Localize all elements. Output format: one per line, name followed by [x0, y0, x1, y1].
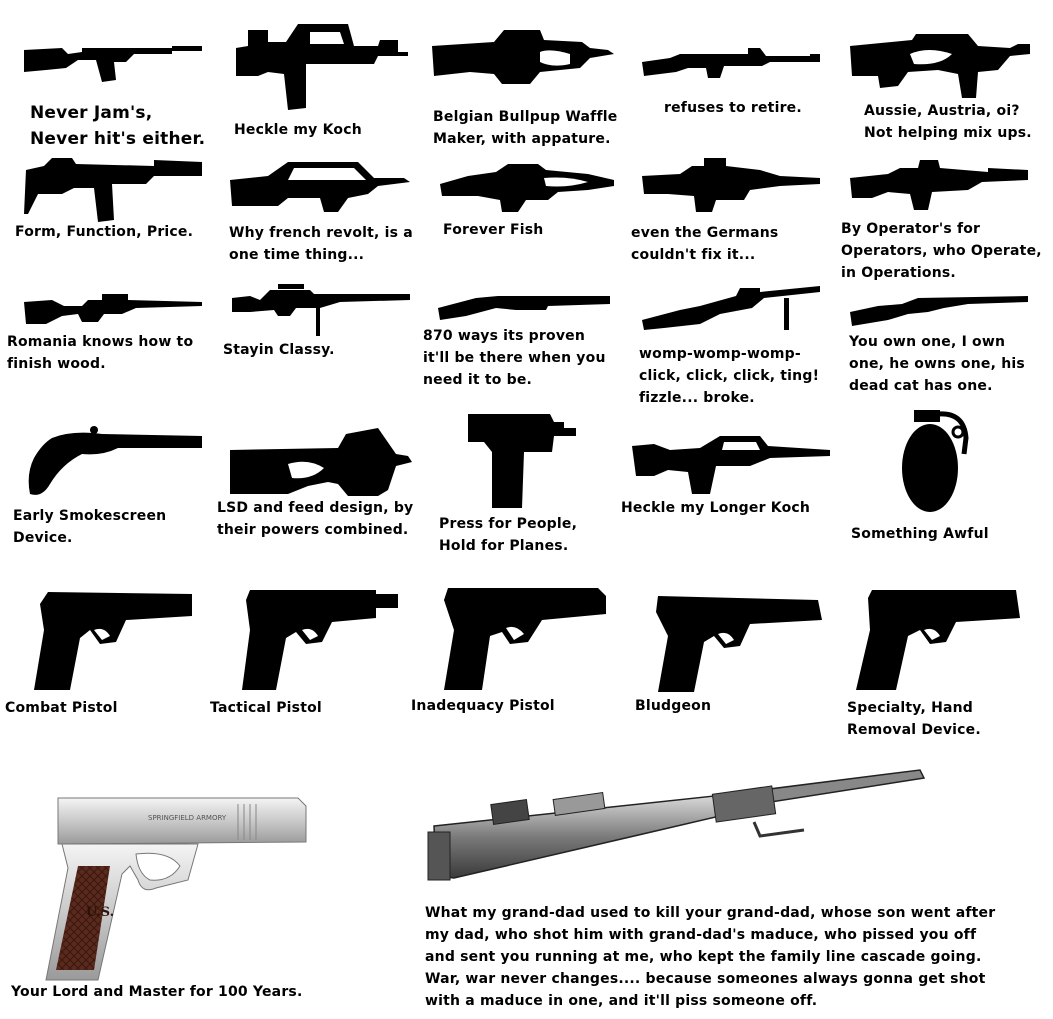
flintlock-silhouette [22, 424, 204, 500]
caption-aug: Aussie, Austria, oi? Not helping mix ups. [864, 103, 1032, 141]
deagle-silhouette [650, 590, 826, 698]
caption-famas: Why french revolt, is a one time thing... [229, 225, 413, 263]
usp-silhouette [236, 586, 402, 696]
caption-uzi: Press for People, Hold for Planes. [439, 516, 578, 554]
caption-ak: Never Jam's, Never hit's either. [30, 103, 206, 149]
caption-rem870: 870 ways its proven it'll be there when you need it to be. [423, 328, 606, 388]
grenade-silhouette [898, 408, 974, 518]
caption-grenade: Something Awful [851, 526, 989, 542]
caption-glock: Specialty, Hand Removal Device. [847, 700, 981, 738]
aug-silhouette [848, 26, 1032, 102]
caption-beretta: Combat Pistol [5, 700, 118, 716]
m1911-photo [38, 784, 310, 984]
ak47-silhouette [22, 40, 204, 84]
caption-barrett: Stayin Classy. [223, 342, 335, 358]
caption-m1911: Your Lord and Master for 100 Years. [11, 984, 303, 1000]
caption-mp5: Form, Function, Price. [15, 224, 194, 240]
caption-g36long: Heckle my Longer Koch [621, 500, 811, 516]
psl-silhouette [22, 292, 204, 326]
g36-silhouette [228, 18, 412, 114]
caption-deagle: Bludgeon [635, 698, 712, 714]
m16-silhouette [640, 44, 822, 82]
slide-engraving: SPRINGFIELD ARMORY [148, 814, 227, 822]
scar-silhouette [848, 158, 1030, 214]
caption-tar21: Forever Fish [443, 222, 544, 238]
mp5-silhouette [22, 154, 204, 224]
caption-m2: What my grand-dad used to kill your grand-dad, whose son went after my dad, who shot him with grand-dad's maduce, who pissed you off and sent you running at me, who kept the family line cascade going. War, war never changes.... because someones always gonna get shot with a maduce in one, and it'll piss someone off. [425, 905, 996, 1009]
caption-scar: By Operator's for Operators, who Operate, in Operations. [841, 221, 1042, 281]
enfield-silhouette [848, 292, 1030, 328]
caption-hipoint: Inadequacy Pistol [411, 698, 555, 714]
rem870-silhouette [436, 290, 612, 322]
grip-medallion: U.S. [86, 905, 115, 920]
g36long-silhouette [630, 432, 832, 498]
glock-silhouette [852, 586, 1024, 696]
hipoint-silhouette [438, 584, 610, 696]
beretta-silhouette [30, 586, 196, 696]
sa80-silhouette [640, 156, 822, 216]
f2000-silhouette [430, 26, 616, 86]
caption-g36: Heckle my Koch [234, 122, 362, 138]
tar21-silhouette [438, 160, 616, 212]
caption-p90: LSD and feed design, by their powers combined. [217, 500, 414, 538]
caption-chauchat: womp-womp-womp- click, click, click, ting! fizzle... broke. [639, 346, 820, 406]
caption-flintlock: Early Smokescreen Device. [13, 508, 167, 546]
barrett-silhouette [230, 284, 412, 338]
caption-sa80: even the Germans couldn't fix it... [631, 225, 779, 263]
uzi-silhouette [464, 412, 584, 512]
caption-psl: Romania knows how to finish wood. [7, 334, 194, 372]
caption-enfield: You own one, I own one, he owns one, his dead cat has one. [849, 334, 1025, 394]
p90-silhouette [228, 424, 414, 500]
caption-usp: Tactical Pistol [210, 700, 322, 716]
chauchat-silhouette [640, 284, 822, 334]
caption-f2000: Belgian Bullpup Waffle Maker, with appature. [433, 109, 618, 147]
m2-browning-photo [414, 766, 930, 890]
caption-m16: refuses to retire. [664, 100, 802, 116]
famas-silhouette [228, 158, 412, 214]
